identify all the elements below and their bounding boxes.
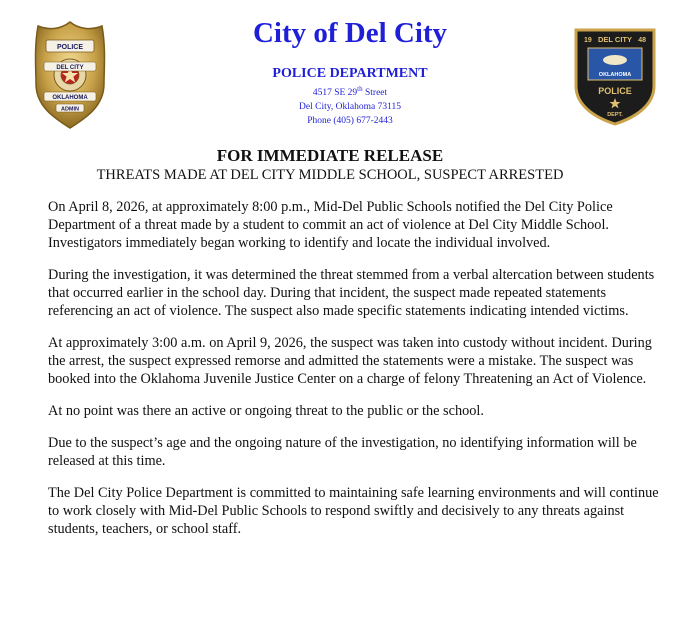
- release-body: [48, 198, 660, 552]
- department-name: POLICE DEPARTMENT: [272, 66, 428, 81]
- release-heading: [0, 146, 700, 184]
- svg-text:DEL CITY: DEL CITY: [597, 35, 633, 44]
- letterhead: [0, 0, 700, 140]
- city-state-zip: Del City, Oklahoma 73115: [299, 102, 401, 113]
- release-title: FOR IMMEDIATE RELEASE: [216, 146, 444, 165]
- svg-text:OKLAHOMA: OKLAHOMA: [598, 72, 632, 78]
- police-patch-logo: [572, 26, 658, 126]
- svg-text:19: 19: [584, 37, 592, 44]
- svg-text:48: 48: [638, 37, 646, 44]
- city-title: City of Del City: [252, 17, 448, 49]
- svg-text:POLICE: POLICE: [598, 86, 632, 96]
- paragraph: The Del City Police Department is committed to maintaining safe learning environments and will continue to work closely with Mid-Del Public Schools to respond swiftly and decisively to any threats against students, teachers, or school staff.: [48, 485, 659, 537]
- svg-text:OKLAHOMA: OKLAHOMA: [52, 95, 88, 101]
- phone-number: Phone (405) 677-2443: [307, 116, 393, 127]
- paragraph: On April 8, 2026, at approximately 8:00 p.m., Mid-Del Public Schools notified the Del City Police Department of a threat made by a student to commit an act of violence at Del City Middle School. Investigators immediately began working to identify and locate the individual involved.: [48, 199, 613, 251]
- svg-text:POLICE: POLICE: [56, 44, 84, 51]
- street-address: 4517 SE 29th Street: [312, 85, 388, 99]
- svg-text:ADMIN: ADMIN: [60, 106, 80, 113]
- release-subtitle: THREATS MADE AT DEL CITY MIDDLE SCHOOL, SUSPECT ARRESTED: [96, 167, 564, 183]
- paragraph: At no point was there an active or ongoing threat to the public or the school.: [48, 403, 484, 419]
- letterhead-center: [150, 14, 550, 128]
- police-badge-logo: [34, 20, 106, 130]
- svg-text:DEPT.: DEPT.: [607, 112, 623, 118]
- paragraph: At approximately 3:00 a.m. on April 9, 2026, the suspect was taken into custody without incident. During the arrest, the suspect expressed remorse and admitted the statements were a mistake. The suspect was booked into the Oklahoma Juvenile Justice Center on a charge of felony Threatening an Act of Violence.: [48, 335, 652, 387]
- paragraph: Due to the suspect’s age and the ongoing nature of the investigation, no identifying information will be released at this time.: [48, 435, 637, 469]
- svg-text:DEL CITY: DEL CITY: [56, 65, 84, 71]
- paragraph: During the investigation, it was determined the threat stemmed from a verbal altercation between students that occurred earlier in the school day. During that incident, the suspect made repeated statements referencing an act of violence. The suspect also made specific statements indicating intended victims.: [48, 267, 655, 319]
